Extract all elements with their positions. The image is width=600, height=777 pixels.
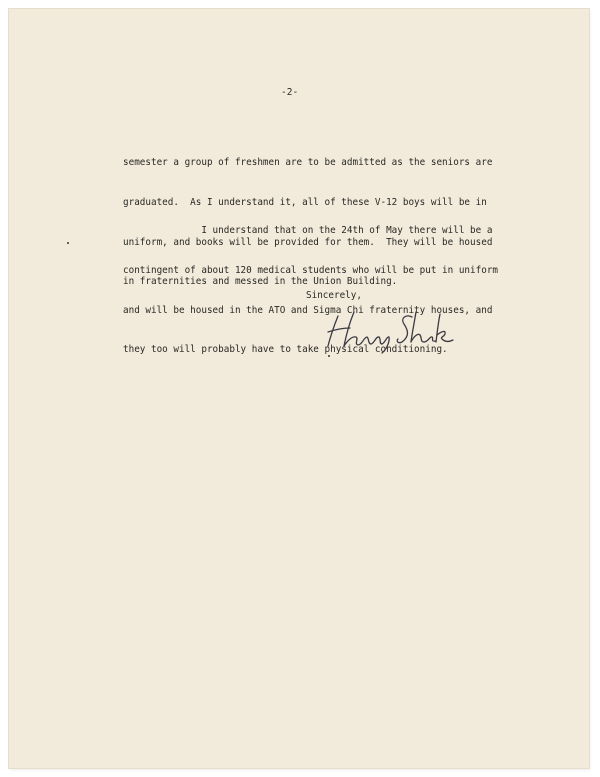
paragraph-2-line: contingent of about 120 medical students who will be put in uniform: [123, 265, 499, 277]
paragraph-1-line: uniform, and books will be provided for them. They will be housed: [123, 236, 493, 248]
ink-speck: [67, 242, 69, 244]
closing-salutation: Sincerely,: [306, 290, 362, 301]
ink-speck: [328, 355, 330, 357]
paragraph-1-line: semester a group of freshmen are to be admitted as the seniors are: [123, 157, 493, 169]
handwritten-signature: [324, 304, 464, 354]
paragraph-2-line: they too will probably have to take physical conditioning.: [123, 344, 448, 356]
paragraph-1-line: graduated. As I understand it, all of these V-12 boys will be in: [123, 197, 487, 209]
letter-page: [9, 9, 589, 768]
paragraph-2-line: and will be housed in the ATO and Sigma Chi fraternity houses, and: [123, 304, 493, 316]
page-number: -2-: [281, 87, 299, 98]
paragraph-1-line: in fraternities and messed in the Union Building.: [123, 276, 398, 288]
paragraph-2-line: I understand that on the 24th of May there will be a: [123, 225, 493, 237]
